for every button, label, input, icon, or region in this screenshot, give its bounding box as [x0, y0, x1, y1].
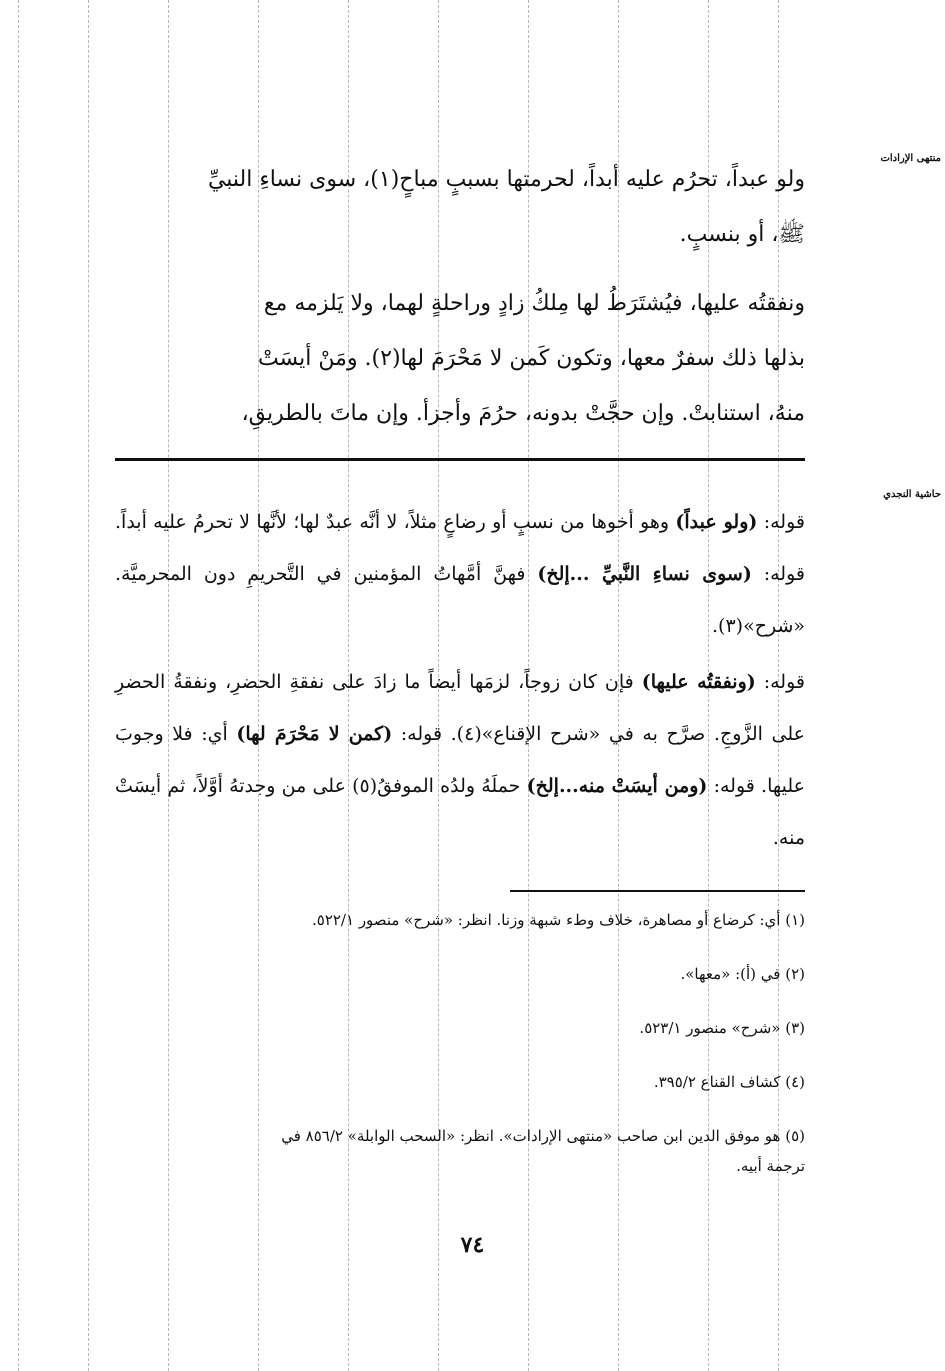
commentary-run: فإن كان زوجاً، لزمَها أيضاً ما زادَ على نفقةِ الحضرِ، ونفقةُ الحضرِ على الزَّوجِ. صرَّح به في «شرح الإقناع»(٤). قوله:: [115, 671, 805, 745]
commentary-quote: (ونفقتُه عليها): [641, 671, 756, 693]
commentary-quote: (ولو عبداً): [675, 511, 758, 533]
commentary-run: قوله:: [757, 511, 805, 533]
footnote-line: (٥) هو موفق الدين ابن صاحب «منتهى الإرادات». انظر: «السحب الوابلة» ٨٥٦/٢ في: [281, 1127, 805, 1145]
footnote: [115, 1121, 805, 1181]
main-line: ولو عبداً، تحرُم عليه أبداً، لحرمتها بسببٍ مباحٍ(١)، سوى نساءِ النبيِّ: [207, 167, 805, 192]
footnote: (١) أي: كرضاع أو مصاهرة، خلاف وطء شبهة وزنا. انظر: «شرح» منصور ٥٢٢/١.: [311, 911, 805, 929]
commentary-paragraph: [115, 656, 805, 864]
commentary-text: [115, 496, 805, 864]
footnote-line: ترجمة أبيه.: [736, 1157, 805, 1175]
commentary-run: حملَهُ ولدُه الموفقُ(٥) على من وجدتهُ أوَّلاً، ثم أيسَتْ منه.: [115, 775, 805, 849]
footnotes: [115, 905, 805, 1181]
main-line: ونفقتُه عليها، فيُشتَرَطُ لها مِلكُ زادٍ وراحلةٍ لهما، ولا يَلزمه مع: [263, 291, 805, 316]
guide-line: [88, 0, 89, 1371]
main-text-margin-label: منتهى الإرادات: [880, 153, 941, 164]
footnote-divider: [510, 890, 805, 892]
footnote: (٢) في (أ): «معها».: [680, 965, 805, 983]
footnote: (٣) «شرح» منصور ٥٢٣/١.: [639, 1019, 805, 1037]
main-line: ﷺ، أو بنسبٍ.: [679, 222, 805, 247]
commentary-run: وهو أخوها من نسبٍ أو رضاعٍ مثلاً، لا أنَّه عبدٌ لها؛ لأنَّها لا تحرمُ عليه أبداً. قوله:: [115, 511, 805, 585]
main-paragraph: [115, 152, 805, 262]
commentary-paragraph: [115, 496, 805, 652]
main-text: [115, 152, 805, 441]
main-paragraph: [115, 276, 805, 441]
page-number: ٧٤: [460, 1232, 485, 1258]
commentary-quote: (سوى نساءِ النَّبيِّ ...إلخ): [537, 563, 752, 585]
guide-line: [18, 0, 19, 1371]
main-line: بذلها ذلك سفرٌ معها، وتكون كَمن لا مَحْرَمَ لها(٢). ومَنْ أيسَتْ: [257, 346, 805, 371]
commentary-run: فهنَّ أمَّهاتُ المؤمنين في التَّحريمِ دون المحرميَّة. «شرح»(٣).: [115, 563, 805, 637]
commentary-run: قوله:: [755, 671, 805, 693]
commentary-margin-label: حاشية النجدي: [883, 489, 941, 500]
main-line: منهُ، استنابتْ. وإن حجَّتْ بدونه، حرُمَ وأجزأ. وإن ماتَ بالطريقِ،: [241, 401, 805, 426]
commentary-quote: (ومن أيسَتْ منه...إلخ): [526, 775, 708, 797]
footnote: (٤) كشاف القناع ٣٩٥/٢.: [653, 1073, 805, 1091]
main-text-divider: [115, 458, 805, 461]
commentary-quote: (كمن لا مَحْرَمَ لها): [236, 723, 393, 745]
commentary-run: أي: فلا وجوبَ عليها. قوله:: [115, 723, 805, 797]
